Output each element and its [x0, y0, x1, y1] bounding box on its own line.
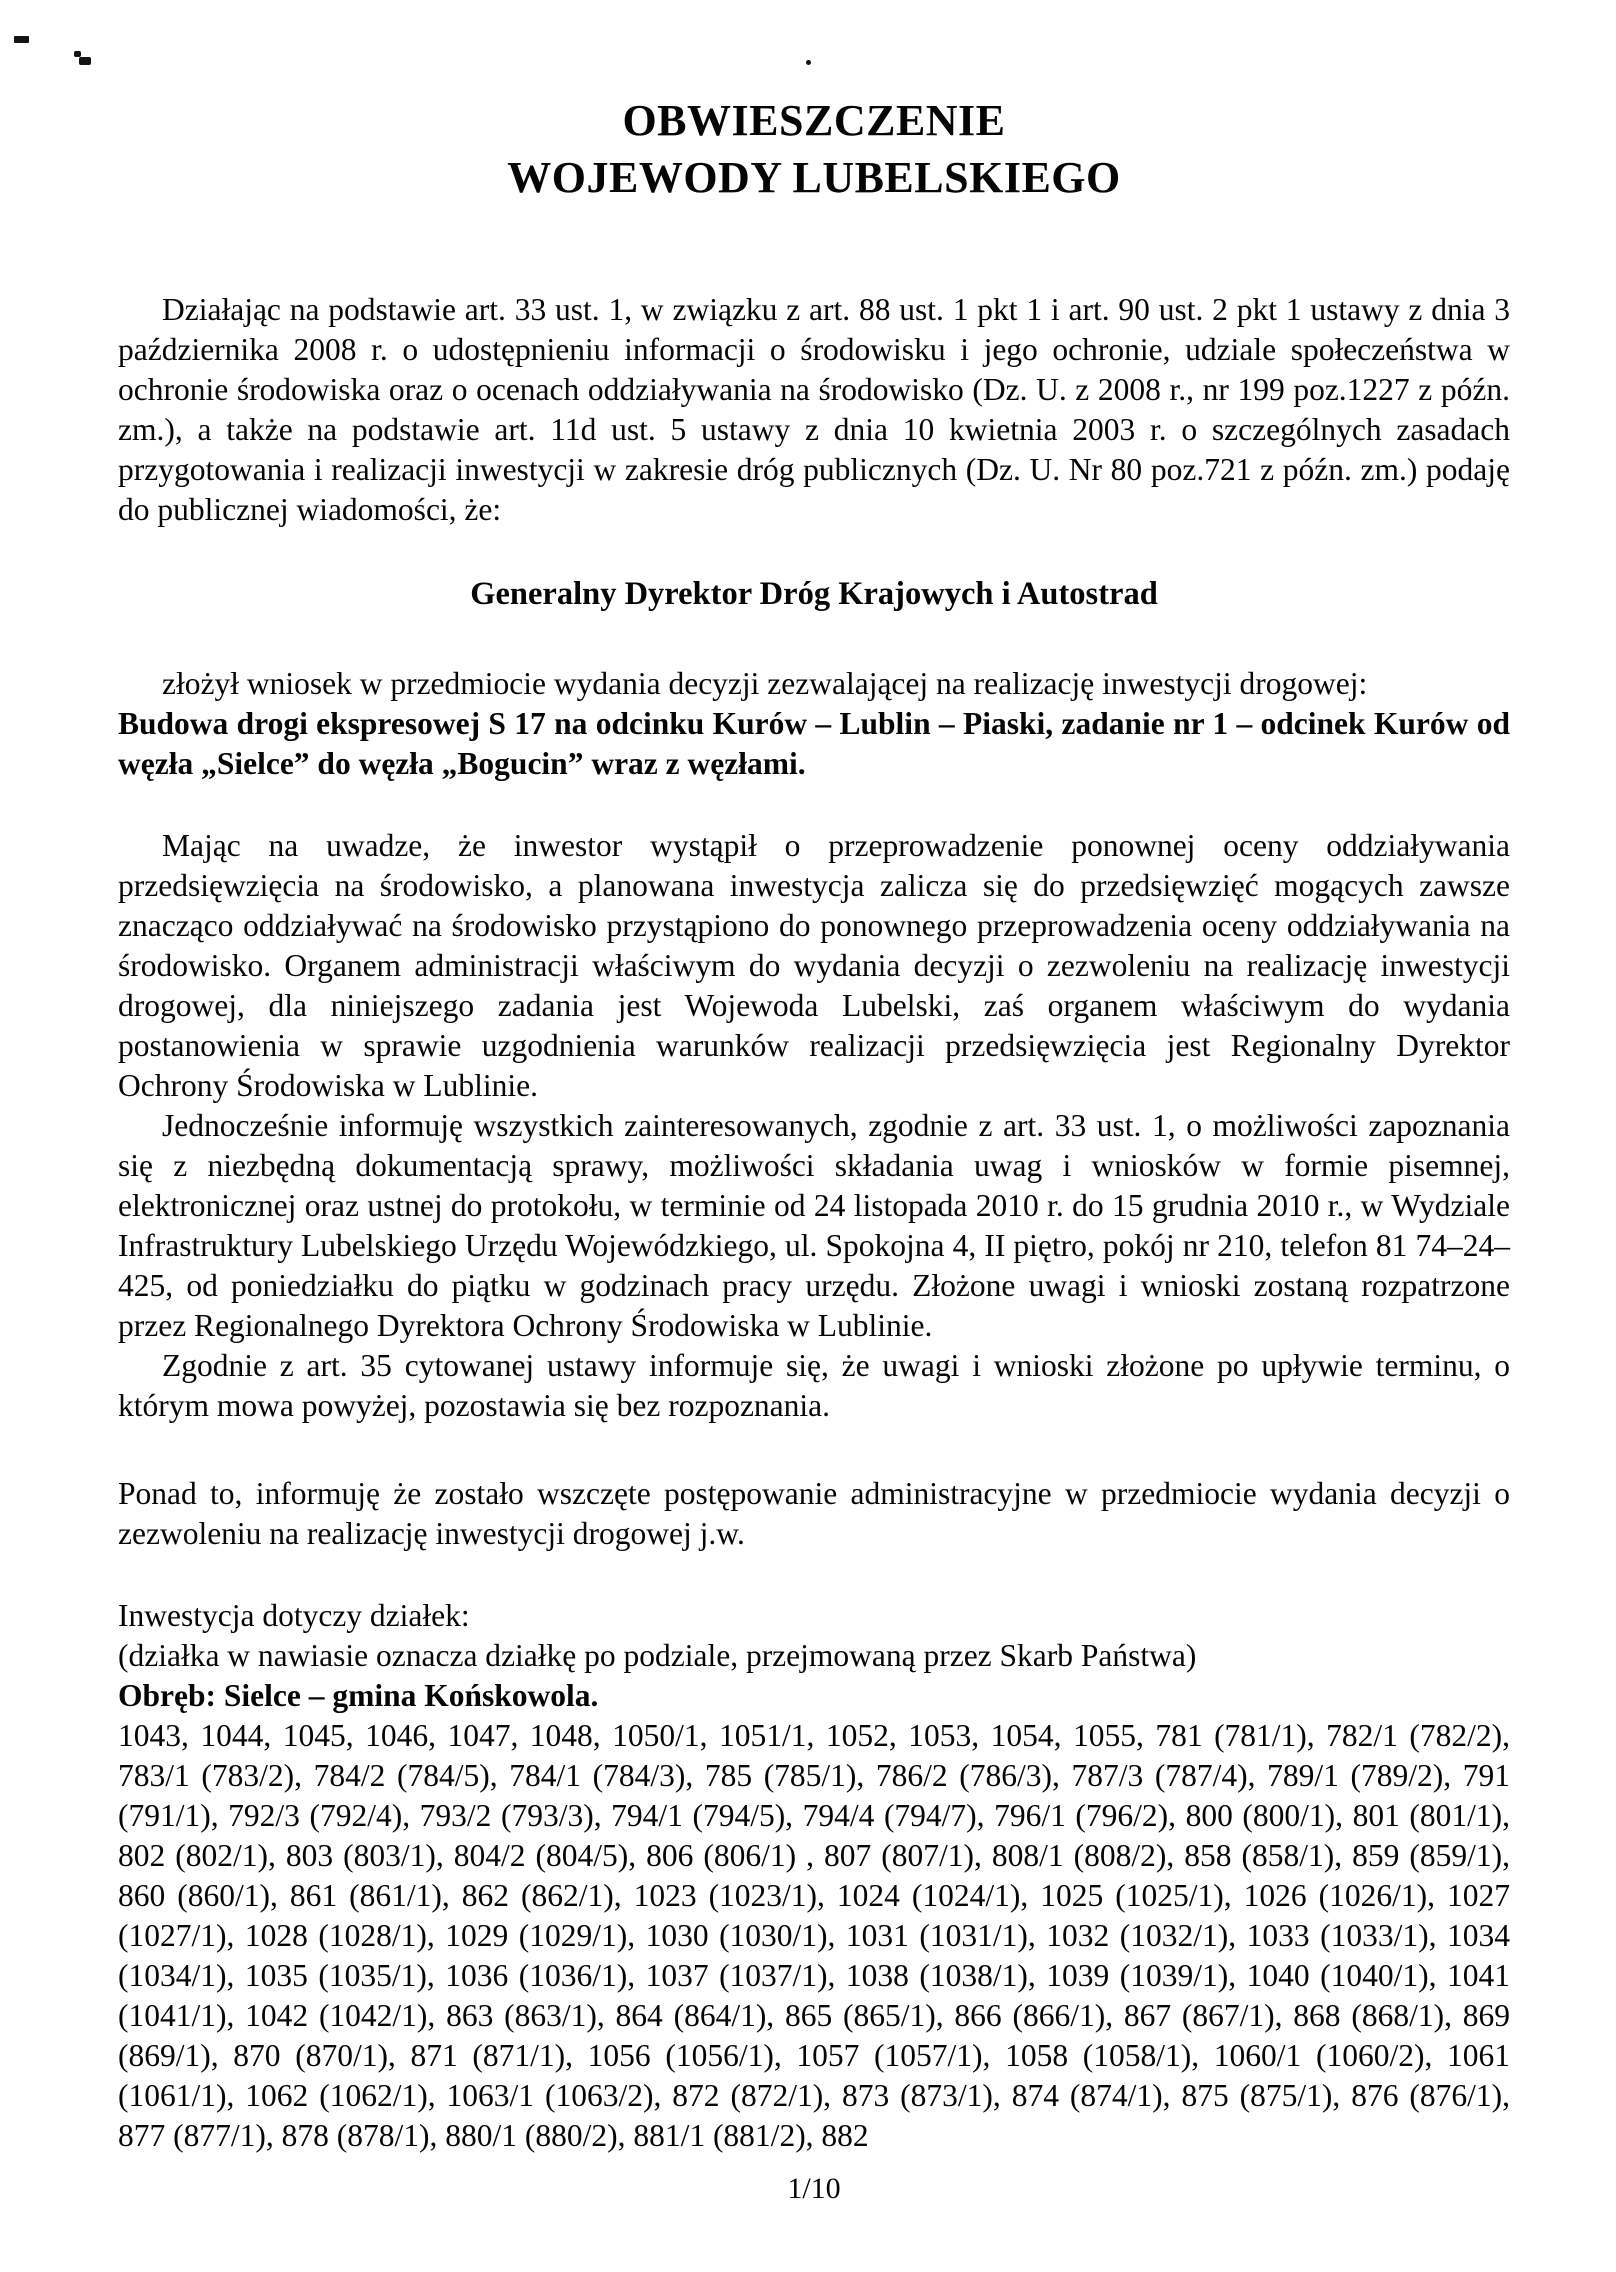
paragraph-public-info: Jednocześnie informuję wszystkich zainteresowanych, zgodnie z art. 33 ust. 1, o możliwości zapoznania się z niezbędną dokumentacją sprawy, możliwości składania uwag i wniosków w formie pisemnej, elektronicznej oraz ustnej do protokołu, w terminie od 24 listopada 2010 r. do 15 grudnia 2010 r., w Wydziale Infrastruktury Lubelskiego Urzędu Wojewódzkiego, ul. Spokojna 4, II piętro, pokój nr 210, telefon 81 74–24–425, od poniedziałku do piątku w godzinach pracy urzędu. Złożone uwagi i wnioski zostaną rozpatrzone przez Regionalnego Dyrektora Ochrony Środowiska w Lublinie.: [118, 1108, 1510, 1343]
paragraph-application: złożył wniosek w przedmiocie wydania decyzji zezwalającej na realizację inwestycji drogowej:: [162, 666, 1368, 701]
paragraph-assessment: Mając na uwadze, że inwestor wystąpił o przeprowadzenie ponownej oceny oddziaływania przedsięwzięcia na środowisko, a planowana inwestycja zalicza się do przedsięwzięć mogących zawsze znacząco oddziaływać na środowisko przystąpiono do ponownego przeprowadzenia oceny oddziaływania na środowisko. Organem administracji właściwym do wydania decyzji o zezwoleniu na realizację inwestycji drogowej, dla niniejszego zadania jest Wojewoda Lubelski, zaś organem właściwym do wydania postanowienia w sprawie uzgodnienia warunków realizacji przedsięwzięcia jest Regionalny Dyrektor Ochrony Środowiska w Lublinie.: [118, 828, 1510, 1103]
project-name: Budowa drogi ekspresowej S 17 na odcinku Kurów – Lublin – Piaski, zadanie nr 1 – odcinek Kurów od węzła „Sielce” do węzła „Bogucin” wraz z węzłami.: [118, 706, 1510, 781]
paragraph-legal-basis: Działając na podstawie art. 33 ust. 1, w związku z art. 88 ust. 1 pkt 1 i art. 90 ust. 2 pkt 1 ustawy z dnia 3 października 2008 r. o udostępnieniu informacji o środowisku i jego ochronie, udziale społeczeństwa w ochronie środowiska oraz o ocenach oddziaływania na środowisko (Dz. U. z 2008 r., nr 199 poz.1227 z późn. zm.), a także na podstawie art. 11d ust. 5 ustawy z dnia 10 kwietnia 2003 r. o szczególnych zasadach przygotowania i realizacji inwestycji w zakresie dróg publicznych (Dz. U. Nr 80 poz.721 z późn. zm.) podaję do publicznej wiadomości, że:: [118, 292, 1510, 527]
paragraph-proceedings-note: Ponad to, informuję że zostało wszczęte postępowanie administracyjne w przedmiocie wydania decyzji o zezwoleniu na realizację inwestycji drogowej j.w.: [118, 1476, 1510, 1551]
scan-artifact: [79, 57, 91, 65]
applicant-heading: Generalny Dyrektor Dróg Krajowych i Autostrad: [470, 576, 1158, 612]
paragraph-deadline-note: Zgodnie z art. 35 cytowanej ustawy informuje się, że uwagi i wnioski złożone po upływie terminu, o którym mowa powyżej, pozostawia się bez rozpoznania.: [118, 1348, 1510, 1423]
document-title-line-2: WOJEWODY LUBELSKIEGO: [507, 153, 1121, 202]
scan-artifact: [14, 36, 29, 43]
page-number: 1/10: [787, 2172, 841, 2205]
document-title-line-1: OBWIESZCZENIE: [622, 96, 1006, 145]
district-heading: Obręb: Sielce – gmina Końskowola.: [118, 1678, 599, 1713]
parcels-intro: Inwestycja dotyczy działek:: [118, 1598, 470, 1633]
parcels-note: (działka w nawiasie oznacza działkę po podziale, przejmowaną przez Skarb Państwa): [118, 1638, 1197, 1673]
parcels-list: 1043, 1044, 1045, 1046, 1047, 1048, 1050/1, 1051/1, 1052, 1053, 1054, 1055, 781 (781/1), 782/1 (782/2), 783/1 (783/2), 784/2 (784/5), 784/1 (784/3), 785 (785/1), 786/2 (786/3), 787/3 (787/4), 789/1 (789/2), 791 (791/1), 792/3 (792/4), 793/2 (793/3), 794/1 (794/5), 794/4 (794/7), 796/1 (796/2), 800 (800/1), 801 (801/1), 802 (802/1), 803 (803/1), 804/2 (804/5), 806 (806/1) , 807 (807/1), 808/1 (808/2), 858 (858/1), 859 (859/1), 860 (860/1), 861 (861/1), 862 (862/1), 1023 (1023/1), 1024 (1024/1), 1025 (1025/1), 1026 (1026/1), 1027 (1027/1), 1028 (1028/1), 1029 (1029/1), 1030 (1030/1), 1031 (1031/1), 1032 (1032/1), 1033 (1033/1), 1034 (1034/1), 1035 (1035/1), 1036 (1036/1), 1037 (1037/1), 1038 (1038/1), 1039 (1039/1), 1040 (1040/1), 1041 (1041/1), 1042 (1042/1), 863 (863/1), 864 (864/1), 865 (865/1), 866 (866/1), 867 (867/1), 868 (868/1), 869 (869/1), 870 (870/1), 871 (871/1), 1056 (1056/1), 1057 (1057/1), 1058 (1058/1), 1060/1 (1060/2), 1061 (1061/1), 1062 (1062/1), 1063/1 (1063/2), 872 (872/1), 873 (873/1), 874 (874/1), 875 (875/1), 876 (876/1), 877 (877/1), 878 (878/1), 880/1 (880/2), 881/1 (881/2), 882: [118, 1718, 1510, 2153]
scan-artifact: [806, 60, 811, 65]
document-title: [118, 92, 1510, 206]
